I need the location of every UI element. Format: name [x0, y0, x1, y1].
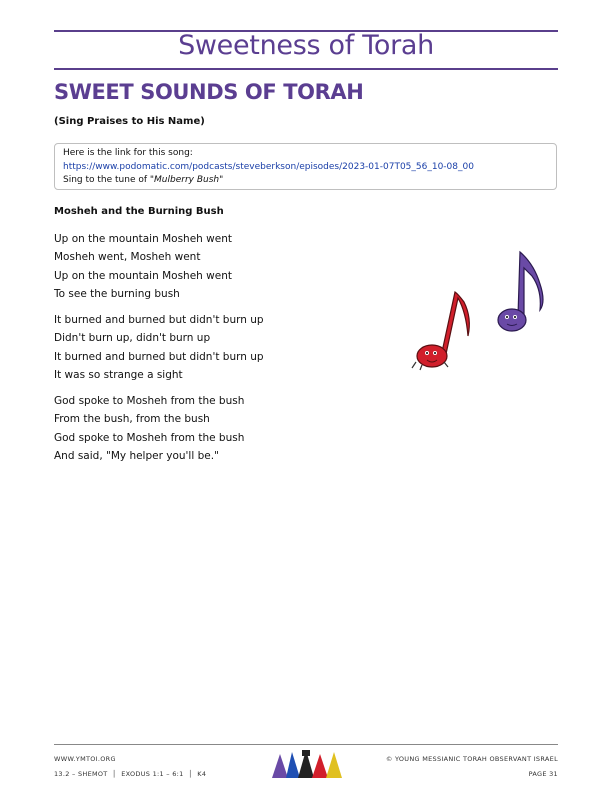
- footer-page-number: PAGE 31: [528, 770, 558, 778]
- tune-name: "Mulberry Bush": [149, 175, 224, 185]
- lyric-line: It burned and burned but didn't burn up: [54, 314, 264, 326]
- footer-rule: [54, 744, 558, 745]
- stanza-1: [54, 230, 232, 303]
- lyric-line: God spoke to Mosheh from the bush: [54, 395, 245, 407]
- lyric-line: It was so strange a sight: [54, 368, 183, 381]
- lyric-line: And said, "My helper you'll be.": [54, 449, 219, 462]
- music-note-red-icon: [412, 292, 469, 370]
- header-bottom-rule: [54, 68, 558, 70]
- stanza-3: [54, 392, 244, 465]
- footer-lesson-info: 13.2 – SHEMOT │ EXODUS 1:1 – 6:1 │ K4: [54, 770, 207, 778]
- song-link-box: [54, 143, 557, 190]
- lyric-line: It burned and burned but didn't burn up: [54, 350, 264, 363]
- stanza-2: [54, 311, 264, 384]
- music-notes-illustration: [408, 246, 558, 376]
- link-intro: Here is the link for this song:: [63, 148, 193, 158]
- tune-note: [63, 174, 548, 188]
- footer-website: WWW.YMTOI.ORG: [54, 755, 116, 763]
- tune-prefix: Sing to the tune of: [63, 175, 150, 185]
- song-subheading: (Sing Praises to His Name): [54, 116, 205, 127]
- footer-lesson: 13.2 – SHEMOT: [54, 770, 108, 778]
- page-title: Sweetness of Torah: [178, 30, 434, 61]
- ymtoi-logo: [268, 748, 348, 782]
- podcast-link[interactable]: https://www.podomatic.com/podcasts/steveberkson/episodes/2023-01-07T05_56_10-08_00: [63, 161, 474, 172]
- footer-copyright: © YOUNG MESSIANIC TORAH OBSERVANT ISRAEL: [385, 755, 558, 763]
- music-note-purple-icon: [498, 252, 543, 331]
- lyric-line: Up on the mountain Mosheh went: [54, 233, 232, 245]
- song-heading: SWEET SOUNDS OF TORAH: [54, 80, 364, 104]
- lyric-line: Up on the mountain Mosheh went: [54, 269, 232, 282]
- lyric-line: From the bush, from the bush: [54, 413, 210, 426]
- lyric-line: Mosheh went, Mosheh went: [54, 251, 201, 264]
- footer-scripture: EXODUS 1:1 – 6:1: [121, 770, 184, 778]
- lyric-line: To see the burning bush: [54, 287, 180, 300]
- lyric-line: Didn't burn up, didn't burn up: [54, 332, 211, 345]
- song-title: Mosheh and the Burning Bush: [54, 206, 224, 217]
- lyric-line: God spoke to Mosheh from the bush: [54, 431, 245, 444]
- footer-grade: K4: [197, 770, 207, 778]
